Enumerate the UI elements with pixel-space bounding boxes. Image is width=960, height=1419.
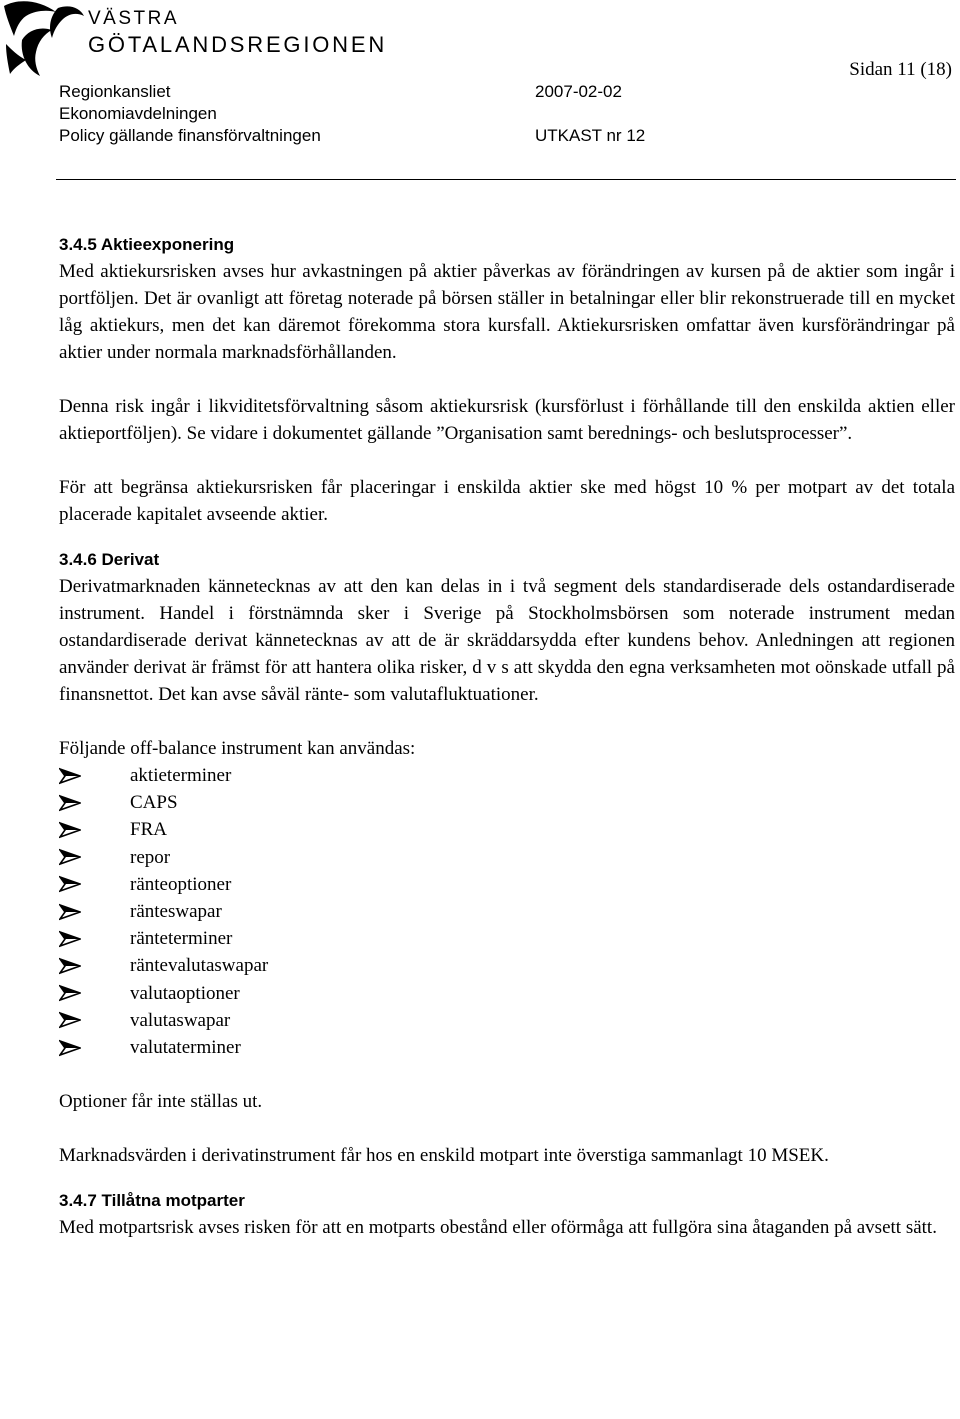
arrow-bullet-icon [59, 821, 81, 839]
spacer [59, 1061, 955, 1088]
paragraph-motpartsrisk: Med motpartsrisk avses risken för att en motparts obestånd eller oförmåga att fullgöra sina åtaganden på avsett sätt. [59, 1217, 937, 1239]
list-item-label: aktieterminer [130, 765, 232, 786]
list-item [59, 925, 955, 952]
section-heading-tillatna-motparter: 3.4.7 Tillåtna motparter [59, 1191, 245, 1211]
list-item [59, 898, 955, 925]
header-document-title: Policy gällande finansförvaltningen [59, 126, 321, 145]
list-item [59, 762, 955, 789]
list-item [59, 844, 955, 871]
spacer [59, 1169, 955, 1188]
list-item-label: räntevalutaswapar [130, 955, 269, 977]
header-draft-label: UTKAST nr 12 [535, 126, 646, 145]
header-divider [56, 179, 956, 180]
spacer [59, 1115, 955, 1142]
list-item-label: ränteoptioner [130, 873, 232, 895]
list-item-label: valutaswapar [130, 1009, 231, 1031]
list-item-label: ränteterminer [130, 928, 233, 950]
list-item [59, 871, 955, 898]
spacer [59, 708, 955, 735]
section-heading-derivat: 3.4.6 Derivat [59, 550, 160, 569]
paragraph-derivatmarknaden: Derivatmarknaden kännetecknas av att den kan delas in i två segment dels standardiserade dels ostandardiserade instrument. Handel i förstnämnda sker i Sverige på Stockholmsbörsen som noterade instrument medan ostandardiserade derivat kännetecknas av att de är skräddarsydda efter kundens behov. Anledningen att regionen använder derivat är främst för att hantera olika risker, d v s att skydda den egna verksamheten mot oönskade utfall på finansnettot. Det kan avse såväl ränte- som valutafluktuationer. [59, 576, 955, 705]
arrow-bullet-icon [59, 794, 81, 812]
logo-line-vastra: VÄSTRA [88, 8, 180, 29]
paragraph-aktie-limit: För att begränsa aktiekursrisken får placeringar i enskilda aktier ske med högst 10 % per motpart av det totala placerade kapitalet avseende aktier. [59, 477, 955, 525]
list-item [59, 1034, 955, 1061]
vgr-emblem-icon [0, 0, 86, 78]
page-number: Sidan 11 (18) [849, 59, 952, 80]
header-unit: Ekonomiavdelningen [59, 104, 217, 123]
list-item [59, 980, 955, 1007]
header-date: 2007-02-02 [535, 82, 622, 101]
logo-line-gotalandsregionen: GÖTALANDSREGIONEN [88, 32, 388, 57]
arrow-bullet-icon [59, 984, 81, 1002]
list-item [59, 952, 955, 979]
arrow-bullet-icon [59, 1011, 81, 1029]
list-item [59, 816, 955, 843]
paragraph-marknadsvarden: Marknadsvärden i derivatinstrument får hos en enskild motpart inte överstiga sammanlagt 10 MSEK. [59, 1145, 829, 1167]
arrow-bullet-icon [59, 957, 81, 975]
paragraph-likviditetsforvaltning: Denna risk ingår i likviditetsförvaltning såsom aktiekursrisk (kursförlust i förhållande till den enskilda aktien eller aktieportföljen). Se vidare i dokumentet gällande ”Organisation samt berednings- och beslutsprocesser”. [59, 396, 955, 444]
arrow-bullet-icon [59, 875, 81, 893]
spacer [59, 366, 955, 393]
paragraph-aktiekursrisk-definition: Med aktiekursrisken avses hur avkastningen på aktier påverkas av förändringen av kursen på de aktier som ingår i portföljen. Det är ovanligt att företag noterade på börsen ställer in betalningar eller blir rekonstruerade till en mycket låg aktiekurs, men det kan däremot förekomma stora kursfall. Aktiekursrisken omfattar även kursförändringar på aktier under normala marknadsförhållanden. [59, 261, 955, 363]
document-body [59, 232, 955, 1241]
list-item-label: valutaoptioner [130, 982, 240, 1004]
vgr-logo [0, 0, 388, 78]
spacer [59, 528, 955, 547]
instrument-list [59, 762, 955, 1061]
list-item [59, 1007, 955, 1034]
arrow-bullet-icon [59, 930, 81, 948]
arrow-bullet-icon [59, 848, 81, 866]
arrow-bullet-icon [59, 767, 81, 785]
paragraph-optioner: Optioner får inte ställas ut. [59, 1091, 263, 1113]
list-item-label: CAPS [130, 792, 178, 814]
arrow-bullet-icon [59, 1039, 81, 1057]
list-item [59, 789, 955, 816]
spacer [59, 447, 955, 474]
header-department: Regionkansliet [59, 82, 171, 101]
section-heading-aktieexponering: 3.4.5 Aktieexponering [59, 235, 235, 254]
arrow-bullet-icon [59, 903, 81, 921]
paragraph-instrument-intro: Följande off-balance instrument kan användas: [59, 738, 416, 759]
list-item-label: valutaterminer [130, 1037, 241, 1059]
list-item-label: FRA [130, 819, 167, 841]
list-item-label: repor [130, 846, 171, 868]
list-item-label: ränteswapar [130, 901, 222, 923]
